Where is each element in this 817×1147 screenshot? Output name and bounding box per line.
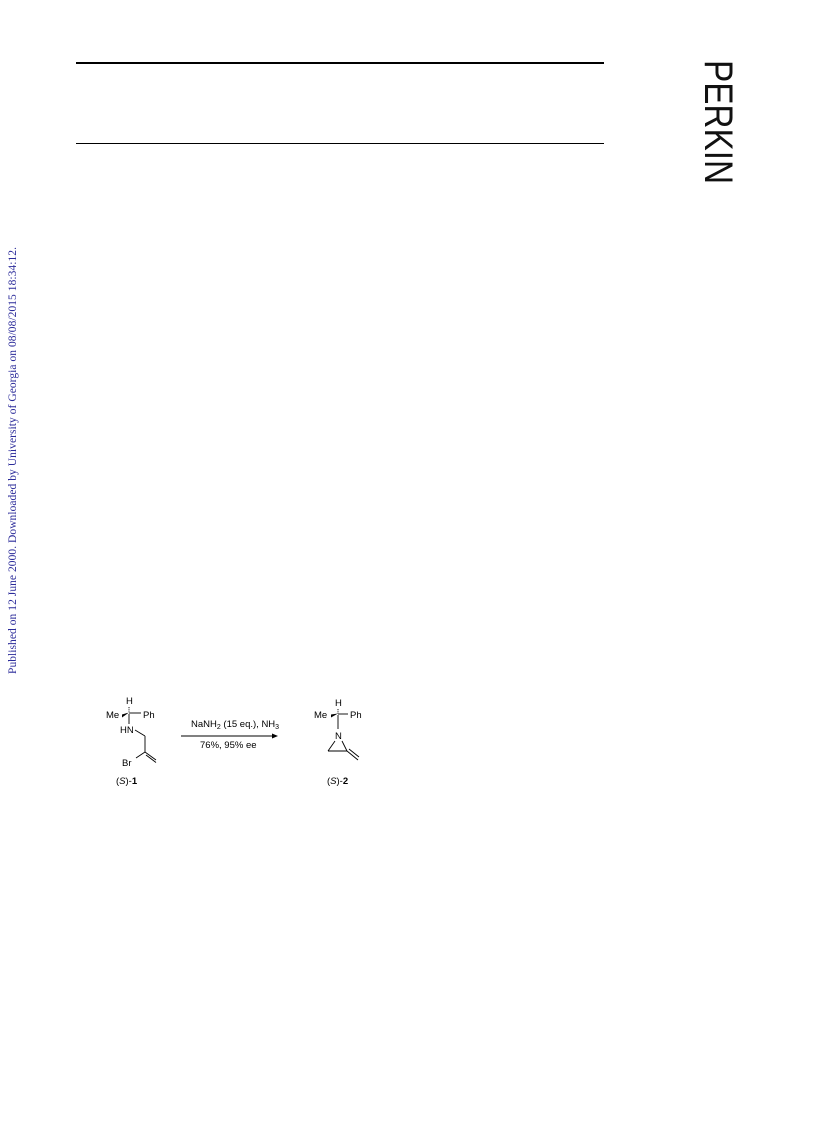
reactant-atom-hn: HN bbox=[120, 725, 134, 736]
reactant-atom-me: Me bbox=[106, 710, 120, 721]
header-rule-bottom bbox=[76, 143, 604, 144]
product-atom-n: N bbox=[335, 731, 342, 742]
reaction-scheme bbox=[96, 694, 376, 790]
reaction-yield: 76%, 95% ee bbox=[200, 740, 257, 751]
product-atom-me: Me bbox=[314, 710, 328, 721]
journal-logo-text: PERKIN bbox=[696, 60, 740, 209]
reaction-arrowhead bbox=[272, 734, 278, 739]
product-wedge-bond bbox=[331, 714, 338, 718]
reactant-structure bbox=[106, 696, 156, 787]
reactant-atom-h: H bbox=[126, 696, 133, 707]
product-structure bbox=[314, 698, 362, 787]
reactant-wedge-bond bbox=[122, 713, 129, 718]
reactant-compound-label: (S)-1 bbox=[116, 776, 138, 787]
header-rule-top bbox=[76, 62, 604, 64]
reactant-atom-ph: Ph bbox=[143, 710, 155, 721]
product-atom-ph: Ph bbox=[350, 710, 362, 721]
reactant-atom-br: Br bbox=[122, 758, 132, 769]
publication-download-note: Published on 12 June 2000. Downloaded by University of Georgia on 08/08/2015 18:34:12. bbox=[7, 247, 19, 674]
journal-logo bbox=[696, 60, 740, 209]
reaction-conditions bbox=[181, 719, 279, 751]
product-atom-h: H bbox=[335, 698, 342, 709]
product-compound-label: (S)-2 bbox=[327, 776, 349, 787]
reaction-reagents: NaNH$_2$ (15 eq.), $NH_3$ bbox=[191, 719, 280, 731]
